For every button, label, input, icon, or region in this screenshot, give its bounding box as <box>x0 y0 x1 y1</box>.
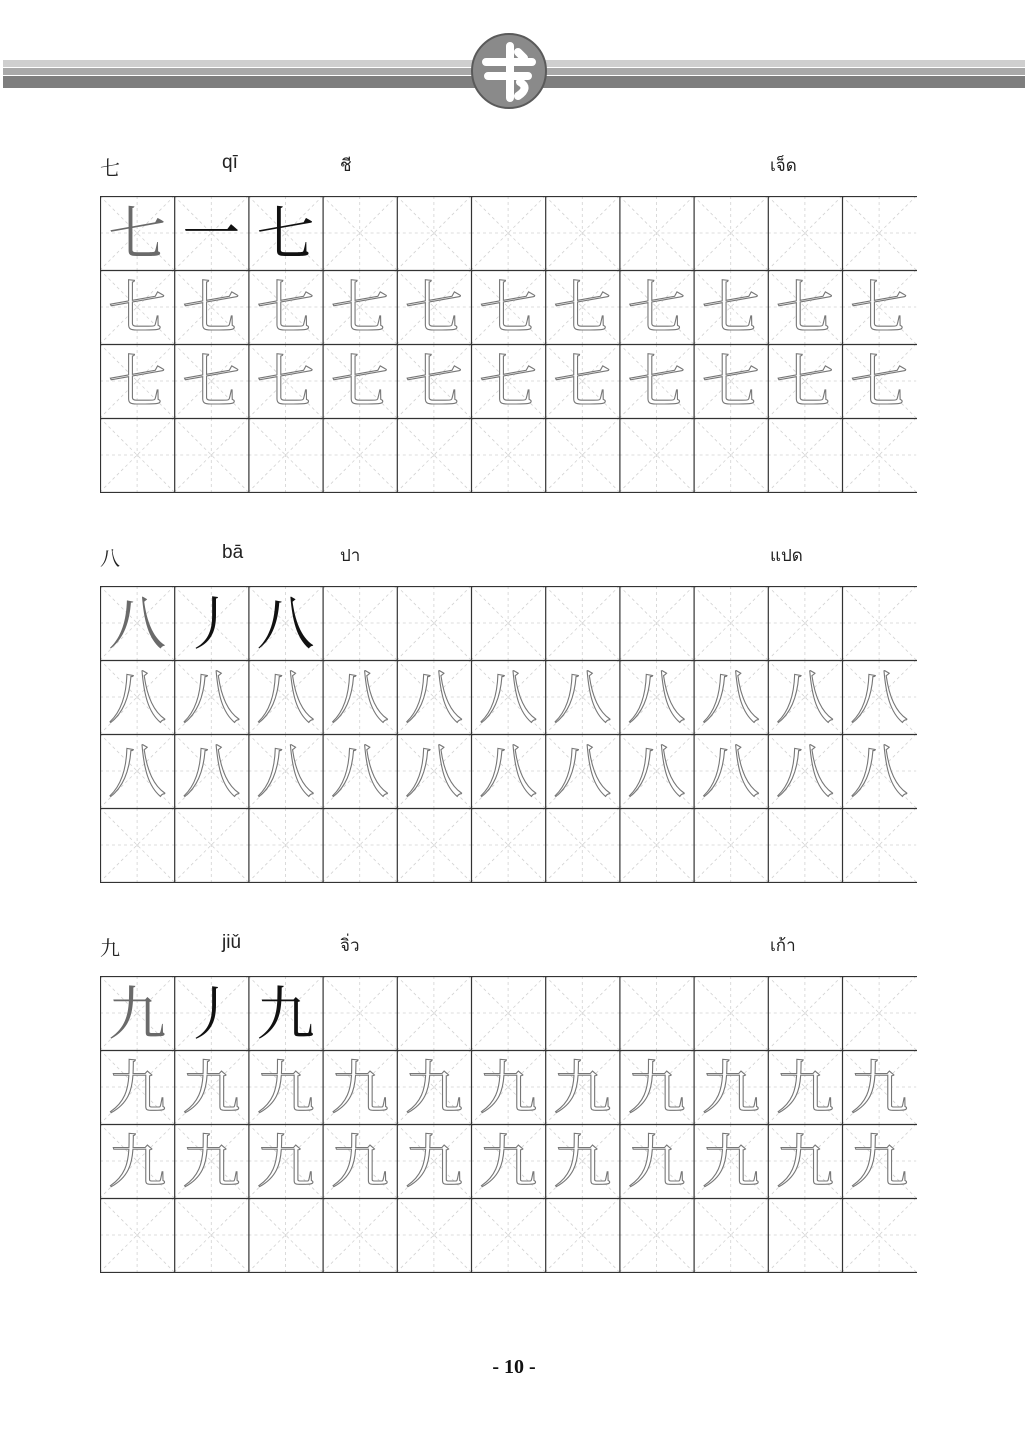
trace-character: 八 <box>404 663 463 732</box>
trace-character: 九 <box>701 1053 760 1122</box>
trace-character: 九 <box>330 1053 389 1122</box>
section-header-qi <box>100 152 920 182</box>
trace-character: 九 <box>775 1127 834 1196</box>
stroke-step: 丿 <box>182 979 241 1048</box>
practice-grid-jiu <box>100 976 917 1273</box>
trace-character: 七 <box>850 347 909 416</box>
trace-character: 八 <box>330 663 389 732</box>
trace-character: 八 <box>256 663 315 732</box>
model-character: 七 <box>108 199 167 268</box>
trace-character: 七 <box>182 273 241 342</box>
trace-character: 八 <box>775 663 834 732</box>
stroke-step: 九 <box>256 979 315 1048</box>
stroke-step: 八 <box>256 589 315 658</box>
header-thai-meaning: แปด <box>770 546 803 566</box>
trace-character: 七 <box>701 347 760 416</box>
trace-character: 七 <box>108 347 167 416</box>
trace-character: 九 <box>850 1053 909 1122</box>
book-logo-icon <box>470 32 548 110</box>
trace-character: 七 <box>701 273 760 342</box>
header-pinyin: jiǔ <box>222 932 242 953</box>
stroke-step: 一 <box>182 199 241 268</box>
header-pinyin: qī <box>222 152 238 173</box>
trace-character: 八 <box>182 737 241 806</box>
trace-character: 七 <box>330 273 389 342</box>
model-character: 九 <box>108 979 167 1048</box>
trace-character: 九 <box>182 1053 241 1122</box>
trace-character: 九 <box>775 1053 834 1122</box>
trace-character: 九 <box>479 1127 538 1196</box>
page-number: - 10 - <box>492 1356 536 1378</box>
trace-character: 八 <box>330 737 389 806</box>
trace-character: 七 <box>330 347 389 416</box>
trace-character: 九 <box>553 1053 612 1122</box>
trace-character: 九 <box>182 1127 241 1196</box>
trace-character: 八 <box>553 737 612 806</box>
header-character: 八 <box>100 546 120 570</box>
trace-character: 九 <box>553 1127 612 1196</box>
header-thai-sound: ปา <box>340 546 361 566</box>
model-character: 八 <box>108 589 167 658</box>
trace-character: 八 <box>479 737 538 806</box>
trace-character: 九 <box>108 1053 167 1122</box>
trace-character: 八 <box>775 737 834 806</box>
section-header-ba <box>100 542 920 572</box>
trace-character: 七 <box>775 347 834 416</box>
trace-character: 九 <box>256 1127 315 1196</box>
trace-character: 八 <box>108 737 167 806</box>
trace-character: 八 <box>553 663 612 732</box>
trace-character: 七 <box>479 347 538 416</box>
section-header-jiu <box>100 932 920 962</box>
trace-character: 九 <box>330 1127 389 1196</box>
trace-character: 八 <box>627 663 686 732</box>
trace-character: 七 <box>108 273 167 342</box>
trace-character: 八 <box>404 737 463 806</box>
header-thai-sound: จิ่ว <box>340 936 360 956</box>
header-thai-meaning: เก้า <box>770 936 796 956</box>
trace-character: 八 <box>701 663 760 732</box>
trace-character: 八 <box>182 663 241 732</box>
trace-character: 九 <box>627 1127 686 1196</box>
trace-character: 七 <box>256 273 315 342</box>
trace-character: 七 <box>182 347 241 416</box>
trace-character: 八 <box>701 737 760 806</box>
trace-character: 九 <box>479 1053 538 1122</box>
header-thai-meaning: เจ็ด <box>770 156 797 176</box>
trace-character: 八 <box>850 663 909 732</box>
trace-character: 九 <box>701 1127 760 1196</box>
trace-character: 九 <box>404 1053 463 1122</box>
trace-character: 八 <box>108 663 167 732</box>
trace-character: 九 <box>256 1053 315 1122</box>
trace-character: 七 <box>627 273 686 342</box>
trace-character: 八 <box>479 663 538 732</box>
header-pinyin: bā <box>222 542 244 563</box>
trace-character: 八 <box>850 737 909 806</box>
trace-character: 七 <box>553 273 612 342</box>
trace-character: 七 <box>627 347 686 416</box>
header-thai-sound: ชี <box>340 156 352 176</box>
practice-grid-ba <box>100 586 917 883</box>
stroke-step: 七 <box>256 199 315 268</box>
trace-character: 七 <box>256 347 315 416</box>
trace-character: 七 <box>850 273 909 342</box>
trace-character: 九 <box>850 1127 909 1196</box>
trace-character: 七 <box>775 273 834 342</box>
trace-character: 八 <box>627 737 686 806</box>
trace-character: 七 <box>404 347 463 416</box>
trace-character: 七 <box>404 273 463 342</box>
trace-character: 九 <box>627 1053 686 1122</box>
stroke-step: 丿 <box>182 589 241 658</box>
practice-grid-qi <box>100 196 917 493</box>
trace-character: 九 <box>108 1127 167 1196</box>
trace-character: 七 <box>553 347 612 416</box>
trace-character: 九 <box>404 1127 463 1196</box>
header-character: 七 <box>100 156 120 180</box>
header-character: 九 <box>100 936 120 960</box>
trace-character: 八 <box>256 737 315 806</box>
trace-character: 七 <box>479 273 538 342</box>
